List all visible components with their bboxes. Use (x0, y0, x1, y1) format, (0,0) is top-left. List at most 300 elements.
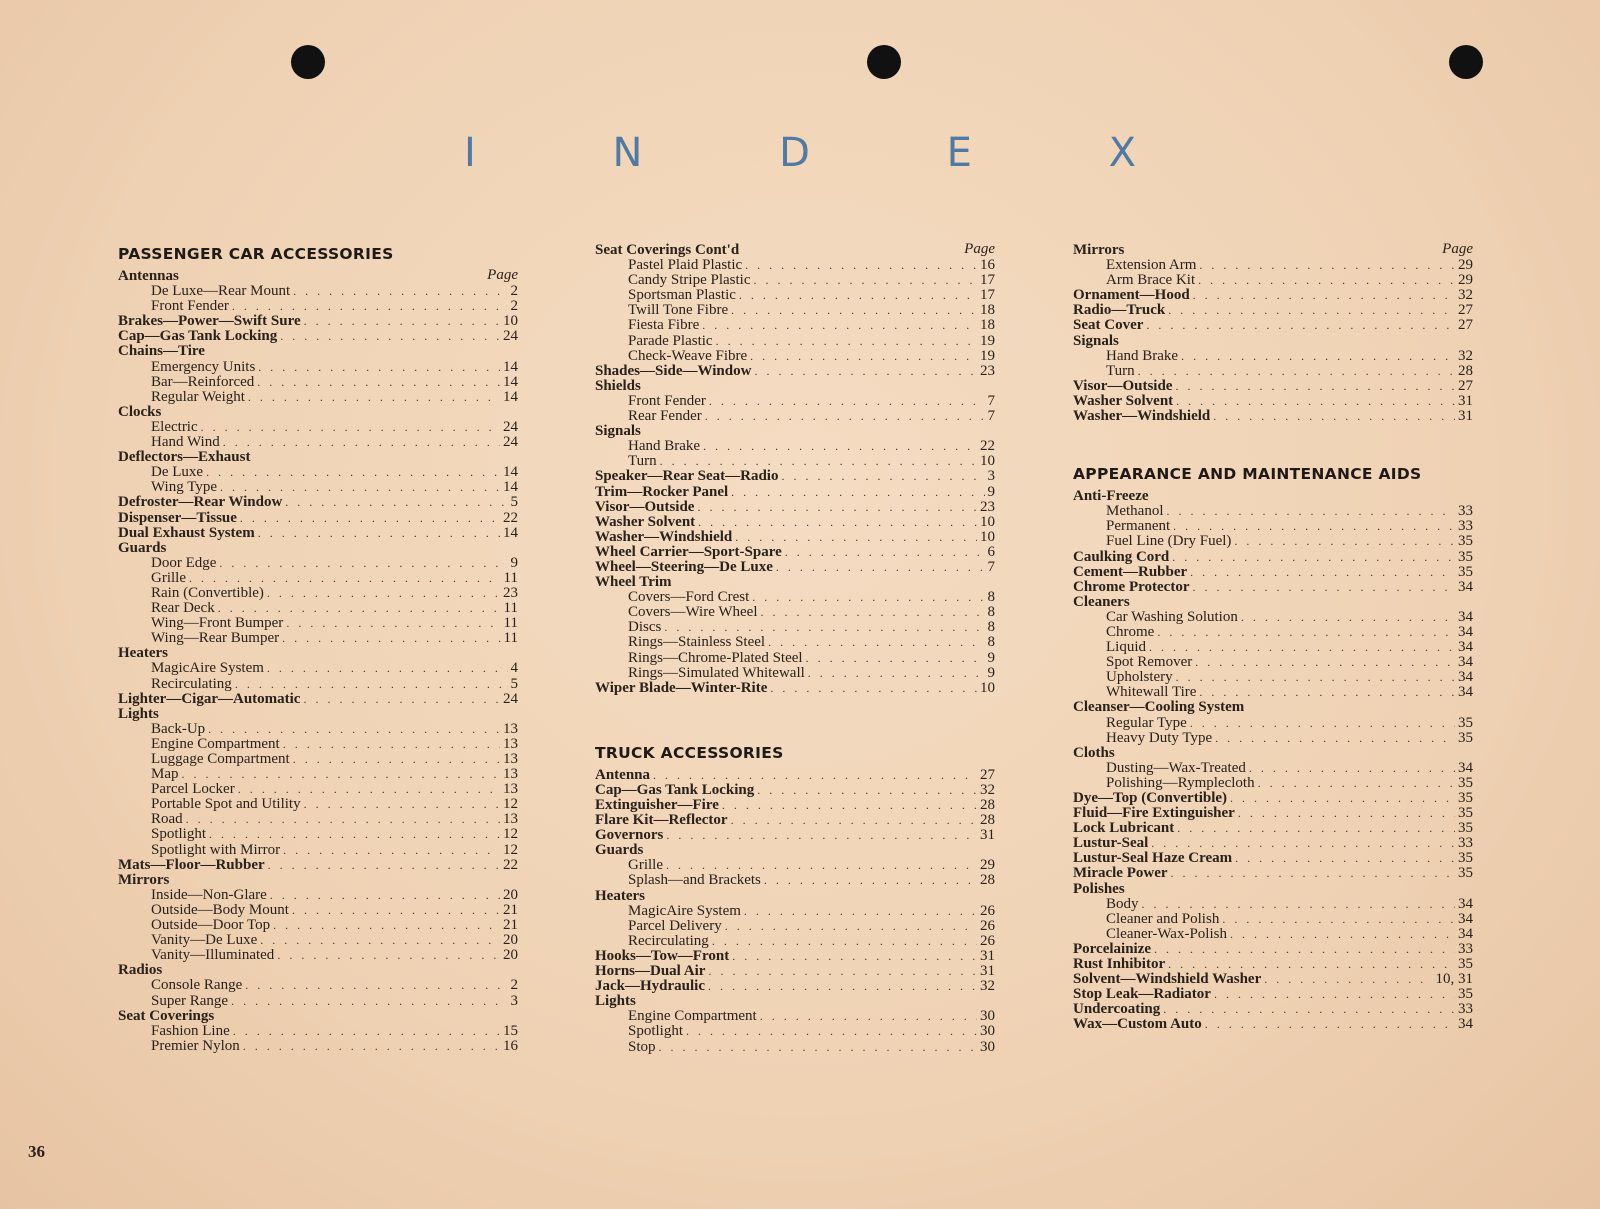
entry-label: De Luxe (151, 465, 204, 481)
dot-leader (1142, 897, 1455, 912)
dot-leader (283, 843, 500, 858)
entry-page-number: 23 (980, 363, 995, 379)
entry-label: Undercoating (1073, 1002, 1161, 1018)
dot-leader (1172, 550, 1455, 565)
index-entry (1073, 866, 1473, 881)
dot-leader (1190, 565, 1455, 580)
index-subentry (118, 752, 518, 767)
dot-leader (708, 964, 977, 979)
entry-page-number: 27 (1458, 318, 1473, 334)
dot-leader (218, 601, 501, 616)
dot-leader (231, 994, 507, 1009)
index-subentry (1073, 519, 1473, 534)
page-column-label: Page (964, 241, 995, 257)
entry-label: Jack—Hydraulic (595, 979, 706, 995)
index-subentry (1073, 731, 1473, 746)
entry-label: Cap—Gas Tank Locking (595, 782, 755, 798)
index-entry (118, 1009, 518, 1024)
entry-label: Lustur-Seal Haze Cream (1073, 851, 1233, 867)
entry-label: Engine Compartment (628, 1009, 757, 1025)
entry-page-number: 19 (980, 348, 995, 364)
entry-label: Brakes—Power—Swift Sure (118, 314, 301, 330)
index-entry (118, 541, 518, 556)
index-entry (595, 500, 995, 515)
entry-page-number: 18 (980, 303, 995, 319)
entry-label: Flare Kit—Reflector (595, 813, 728, 829)
dot-leader (757, 783, 977, 798)
entry-page-number: 19 (980, 333, 995, 349)
entry-page-number: 21 (503, 918, 518, 934)
entry-page-number: 34 (1458, 579, 1473, 595)
dot-leader (283, 737, 500, 752)
index-entry (595, 798, 995, 813)
entry-page-number: 21 (503, 902, 518, 918)
dot-leader (1138, 364, 1455, 379)
dot-leader (1199, 258, 1455, 273)
dot-leader (806, 651, 985, 666)
dot-leader (781, 469, 984, 484)
dot-leader (1215, 731, 1455, 746)
entry-label: Hand Brake (1106, 348, 1179, 364)
entry-label: Stop (628, 1039, 656, 1055)
index-subentry (595, 873, 995, 888)
entry-label: Methanol (1106, 504, 1164, 520)
index-entry (118, 646, 518, 661)
entry-label: Portable Spot and Utility (151, 797, 301, 813)
index-subentry (118, 616, 518, 631)
index-entry (1073, 791, 1473, 806)
entry-page-number: 28 (980, 873, 995, 889)
index-subentry (118, 360, 518, 375)
dot-leader (1167, 504, 1456, 519)
entry-label: Parcel Delivery (628, 918, 722, 934)
entry-label: Vanity—De Luxe (151, 933, 258, 949)
index-subentry (118, 586, 518, 601)
dot-leader (258, 360, 500, 375)
dot-leader (1176, 394, 1455, 409)
dot-leader (731, 485, 984, 500)
index-subentry (118, 435, 518, 450)
dot-leader (716, 334, 977, 349)
dot-leader (209, 827, 500, 842)
entry-page-number: 28 (1458, 363, 1473, 379)
index-entry (1073, 580, 1473, 595)
entry-label: Hand Brake (628, 439, 701, 455)
entry-label: Seat Coverings (118, 1008, 215, 1024)
dot-leader (186, 812, 500, 827)
entry-page-number: 29 (980, 858, 995, 874)
dot-leader (1198, 273, 1455, 288)
entry-label: Turn (628, 454, 657, 470)
page-title: I N D E X (463, 130, 1199, 176)
entry-page-number: 24 (503, 419, 518, 435)
entry-page-number: 23 (503, 585, 518, 601)
index-column-2 (595, 243, 995, 1055)
index-entry (118, 269, 518, 284)
entry-label: Signals (595, 424, 641, 440)
entry-page-number: 34 (1458, 685, 1473, 701)
dot-leader (686, 1024, 977, 1039)
entry-label: Rain (Convertible) (151, 585, 264, 601)
entry-page-number: 13 (503, 782, 518, 798)
index-entry (118, 405, 518, 420)
entry-page-number: 35 (1458, 564, 1473, 580)
entry-page-number: 4 (510, 661, 518, 677)
entry-label: Caulking Cord (1073, 549, 1170, 565)
entry-label: Fiesta Fibre (628, 318, 700, 334)
entry-label: Mirrors (118, 872, 170, 888)
entry-page-number: 11 (503, 570, 518, 586)
entry-label: Electric (151, 419, 198, 435)
dot-leader (208, 722, 500, 737)
index-subentry (595, 1040, 995, 1055)
entry-label: Recirculating (628, 933, 709, 949)
dot-leader (282, 631, 500, 646)
index-subentry (118, 1024, 518, 1039)
dot-leader (248, 390, 500, 405)
dot-leader (182, 767, 501, 782)
index-subentry (118, 918, 518, 933)
index-subentry (595, 605, 995, 620)
entry-label: Parade Plastic (628, 333, 713, 349)
entry-label: Cleanser—Cooling System (1073, 700, 1245, 716)
dot-leader (744, 904, 977, 919)
dot-leader (698, 515, 977, 530)
entry-page-number: 31 (980, 964, 995, 980)
dot-leader (659, 1040, 977, 1055)
entry-label: Speaker—Rear Seat—Radio (595, 469, 779, 485)
dot-leader (1168, 303, 1455, 318)
entry-page-number: 13 (503, 736, 518, 752)
entry-page-number: 32 (1458, 348, 1473, 364)
entry-label: Road (151, 812, 183, 828)
entry-page-number: 34 (1458, 926, 1473, 942)
index-subentry (1073, 504, 1473, 519)
entry-label: Candy Stripe Plastic (628, 273, 751, 289)
page-number: 36 (28, 1142, 45, 1161)
entry-label: Shades—Side—Window (595, 363, 752, 379)
entry-page-number: 13 (503, 767, 518, 783)
index-entry (595, 681, 995, 696)
entry-page-number: 5 (510, 495, 518, 511)
dot-leader (761, 605, 985, 620)
page-column-label: Page (1442, 241, 1473, 257)
entry-label: Antennas (118, 269, 179, 284)
entry-label: Shields (595, 378, 641, 394)
index-subentry (1073, 897, 1473, 912)
index-entry (1073, 1017, 1473, 1032)
index-subentry (118, 767, 518, 782)
entry-page-number: 35 (1458, 851, 1473, 867)
entry-page-number: 9 (987, 484, 995, 500)
index-subentry (595, 934, 995, 949)
entry-page-number: 20 (503, 933, 518, 949)
entry-label: Dye—Top (Convertible) (1073, 791, 1228, 806)
entry-label: Wheel—Steering—De Luxe (595, 559, 773, 575)
dot-leader (1235, 851, 1455, 866)
index-entry (1073, 746, 1473, 761)
dot-leader (731, 813, 977, 828)
index-column-1 (118, 243, 518, 1054)
index-subentry (595, 620, 995, 635)
entry-label: Washer—Windshield (595, 529, 733, 545)
index-column-3 (1073, 243, 1473, 1033)
entry-label: Arm Brace Kit (1106, 273, 1196, 289)
index-entry (1073, 243, 1473, 258)
entry-page-number: 14 (503, 465, 518, 481)
entry-page-number: 7 (987, 559, 995, 575)
entry-label: Cement—Rubber (1073, 564, 1188, 580)
dot-leader (270, 888, 500, 903)
entry-label: Luggage Compartment (151, 752, 290, 767)
entry-page-number: 10 (503, 314, 518, 330)
index-subentry (118, 843, 518, 858)
index-entry (595, 889, 995, 904)
index-entry (595, 469, 995, 484)
index-entry (118, 511, 518, 526)
dot-leader (1146, 318, 1455, 333)
entry-page-number: 34 (1458, 896, 1473, 912)
index-entry (118, 858, 518, 873)
index-subentry (595, 318, 995, 333)
dot-leader (754, 364, 977, 379)
entry-page-number: 20 (503, 948, 518, 964)
index-subentry (118, 827, 518, 842)
entry-label: Hooks—Tow—Front (595, 948, 730, 964)
entry-page-number: 8 (987, 605, 995, 621)
entry-label: Lustur-Seal (1073, 836, 1149, 852)
binder-hole-left (291, 45, 325, 79)
index-entry (1073, 394, 1473, 409)
index-subentry (595, 590, 995, 605)
section-heading: APPEARANCE AND MAINTENANCE AIDS (1073, 465, 1422, 484)
index-entry (595, 949, 995, 964)
index-entry (1073, 806, 1473, 821)
index-subentry (595, 904, 995, 919)
dot-leader (752, 590, 984, 605)
index-subentry (118, 888, 518, 903)
entry-page-number: 29 (1458, 258, 1473, 274)
dot-leader (1175, 379, 1455, 394)
entry-label: Door Edge (151, 555, 217, 571)
index-subentry (1073, 670, 1473, 685)
index-subentry (118, 737, 518, 752)
index-entry (595, 843, 995, 858)
index-subentry (118, 299, 518, 314)
index-subentry (118, 375, 518, 390)
dot-leader (257, 375, 500, 390)
entry-label: Outside—Door Top (151, 918, 271, 934)
dot-leader (1199, 685, 1455, 700)
index-subentry (118, 420, 518, 435)
dot-leader (666, 828, 977, 843)
entry-page-number: 12 (503, 827, 518, 843)
dot-leader (776, 560, 985, 575)
entry-label: Engine Compartment (151, 736, 280, 752)
entry-label: Washer—Windshield (1073, 409, 1211, 425)
entry-label: Extension Arm (1106, 258, 1197, 274)
entry-label: Clocks (118, 404, 162, 420)
entry-label: Cap—Gas Tank Locking (118, 329, 278, 345)
entry-page-number: 33 (1458, 519, 1473, 535)
entry-page-number: 18 (980, 318, 995, 334)
index-subentry (118, 677, 518, 692)
index-subentry (595, 288, 995, 303)
dot-leader (268, 858, 500, 873)
entry-label: Console Range (151, 978, 243, 994)
entry-label: Splash—and Brackets (628, 873, 761, 889)
dot-leader (1249, 761, 1455, 776)
index-subentry (1073, 761, 1473, 776)
dot-leader (1181, 349, 1455, 364)
index-subentry (595, 635, 995, 650)
entry-label: Emergency Units (151, 359, 256, 375)
entry-label: Washer Solvent (1073, 393, 1174, 409)
dot-leader (697, 500, 977, 515)
dot-leader (725, 919, 977, 934)
entry-page-number: 2 (510, 284, 518, 300)
entry-page-number: 34 (1458, 609, 1473, 625)
index-entry (595, 424, 995, 439)
entry-page-number: 6 (987, 544, 995, 560)
entry-label: Wiper Blade—Winter-Rite (595, 680, 768, 696)
entry-label: Back-Up (151, 721, 206, 737)
entry-label: Lights (595, 994, 636, 1010)
dot-leader (785, 545, 985, 560)
dot-leader (267, 586, 500, 601)
entry-page-number: 14 (503, 374, 518, 390)
dot-leader (660, 454, 977, 469)
section-spacer (1073, 424, 1473, 463)
page-column-label: Page (487, 267, 518, 283)
dot-leader (1163, 1002, 1455, 1017)
dot-leader (260, 933, 500, 948)
dot-leader (1213, 409, 1455, 424)
entry-label: Guards (118, 540, 167, 556)
dot-leader (277, 948, 500, 963)
entry-label: Cleaner-Wax-Polish (1106, 926, 1227, 942)
index-subentry (118, 722, 518, 737)
index-entry (118, 526, 518, 541)
index-entry (595, 379, 995, 394)
entry-page-number: 34 (1458, 1017, 1473, 1033)
entry-page-number: 35 (1458, 549, 1473, 565)
dot-leader (293, 752, 500, 767)
entry-label: Seat Cover (1073, 318, 1144, 334)
entry-label: Cleaner and Polish (1106, 911, 1220, 927)
entry-label: Rear Deck (151, 601, 215, 617)
dot-leader (1173, 519, 1455, 534)
entry-page-number: 30 (980, 1039, 995, 1055)
entry-label: Deflectors—Exhaust (118, 450, 251, 466)
entry-page-number: 26 (980, 918, 995, 934)
entry-page-number: 33 (1458, 504, 1473, 520)
dot-leader (1230, 927, 1455, 942)
index-subentry (595, 858, 995, 873)
entry-page-number: 24 (503, 435, 518, 451)
entry-label: Porcelainize (1073, 941, 1152, 957)
dot-leader (1149, 640, 1455, 655)
index-entry (595, 575, 995, 590)
entry-page-number: 23 (980, 499, 995, 515)
index-entry (1073, 987, 1473, 1002)
entry-label: Chrome Protector (1073, 579, 1190, 595)
index-subentry (118, 978, 518, 993)
entry-page-number: 35 (1458, 730, 1473, 746)
dot-leader (735, 530, 977, 545)
entry-page-number: 31 (980, 828, 995, 844)
index-entry (1073, 288, 1473, 303)
entry-page-number: 14 (503, 389, 518, 405)
dot-leader (754, 273, 978, 288)
index-subentry (595, 1024, 995, 1039)
dot-leader (235, 677, 508, 692)
entry-page-number: 12 (503, 797, 518, 813)
entry-page-number: 34 (1458, 670, 1473, 686)
dot-leader (1234, 534, 1455, 549)
entry-page-number: 14 (503, 359, 518, 375)
entry-label: Sportsman Plastic (628, 288, 736, 304)
dot-leader (238, 782, 500, 797)
index-subentry (595, 394, 995, 409)
dot-leader (1190, 716, 1455, 731)
entry-page-number: 35 (1458, 957, 1473, 973)
index-subentry (595, 919, 995, 934)
entry-label: Discs (628, 620, 662, 636)
entry-page-number: 32 (980, 782, 995, 798)
entry-page-number: 27 (1458, 303, 1473, 319)
dot-leader (1168, 957, 1455, 972)
index-subentry (118, 480, 518, 495)
index-entry (1073, 303, 1473, 318)
entry-page-number: 11 (503, 616, 518, 632)
entry-page-number: 10 (980, 680, 995, 696)
entry-page-number: 3 (510, 993, 518, 1009)
dot-leader (731, 303, 977, 318)
entry-page-number: 27 (980, 767, 995, 783)
index-entry (118, 707, 518, 722)
dot-leader (770, 681, 977, 696)
entry-page-number: 5 (510, 676, 518, 692)
entry-page-number: 7 (987, 393, 995, 409)
entry-page-number: 15 (503, 1023, 518, 1039)
entry-label: Wheel Trim (595, 575, 672, 591)
entry-page-number: 31 (1458, 409, 1473, 425)
entry-page-number: 34 (1458, 911, 1473, 927)
dot-leader (760, 1009, 977, 1024)
dot-leader (1171, 866, 1455, 881)
index-entry (118, 344, 518, 359)
entry-label: Guards (595, 843, 644, 859)
index-entry (118, 329, 518, 344)
dot-leader (1241, 610, 1455, 625)
index-subentry (595, 409, 995, 424)
entry-label: Cleaners (1073, 594, 1130, 610)
index-entry (118, 450, 518, 465)
index-entry (595, 964, 995, 979)
dot-leader (220, 480, 500, 495)
entry-page-number: 33 (1458, 1002, 1473, 1018)
entry-label: Heavy Duty Type (1106, 730, 1213, 746)
entry-label: Premier Nylon (151, 1038, 240, 1054)
entry-label: Spotlight (151, 827, 207, 843)
dot-leader (739, 288, 977, 303)
index-subentry (118, 390, 518, 405)
entry-label: Mats—Floor—Rubber (118, 857, 265, 873)
entry-page-number: 12 (503, 842, 518, 858)
entry-page-number: 16 (980, 258, 995, 274)
index-entry (118, 314, 518, 329)
